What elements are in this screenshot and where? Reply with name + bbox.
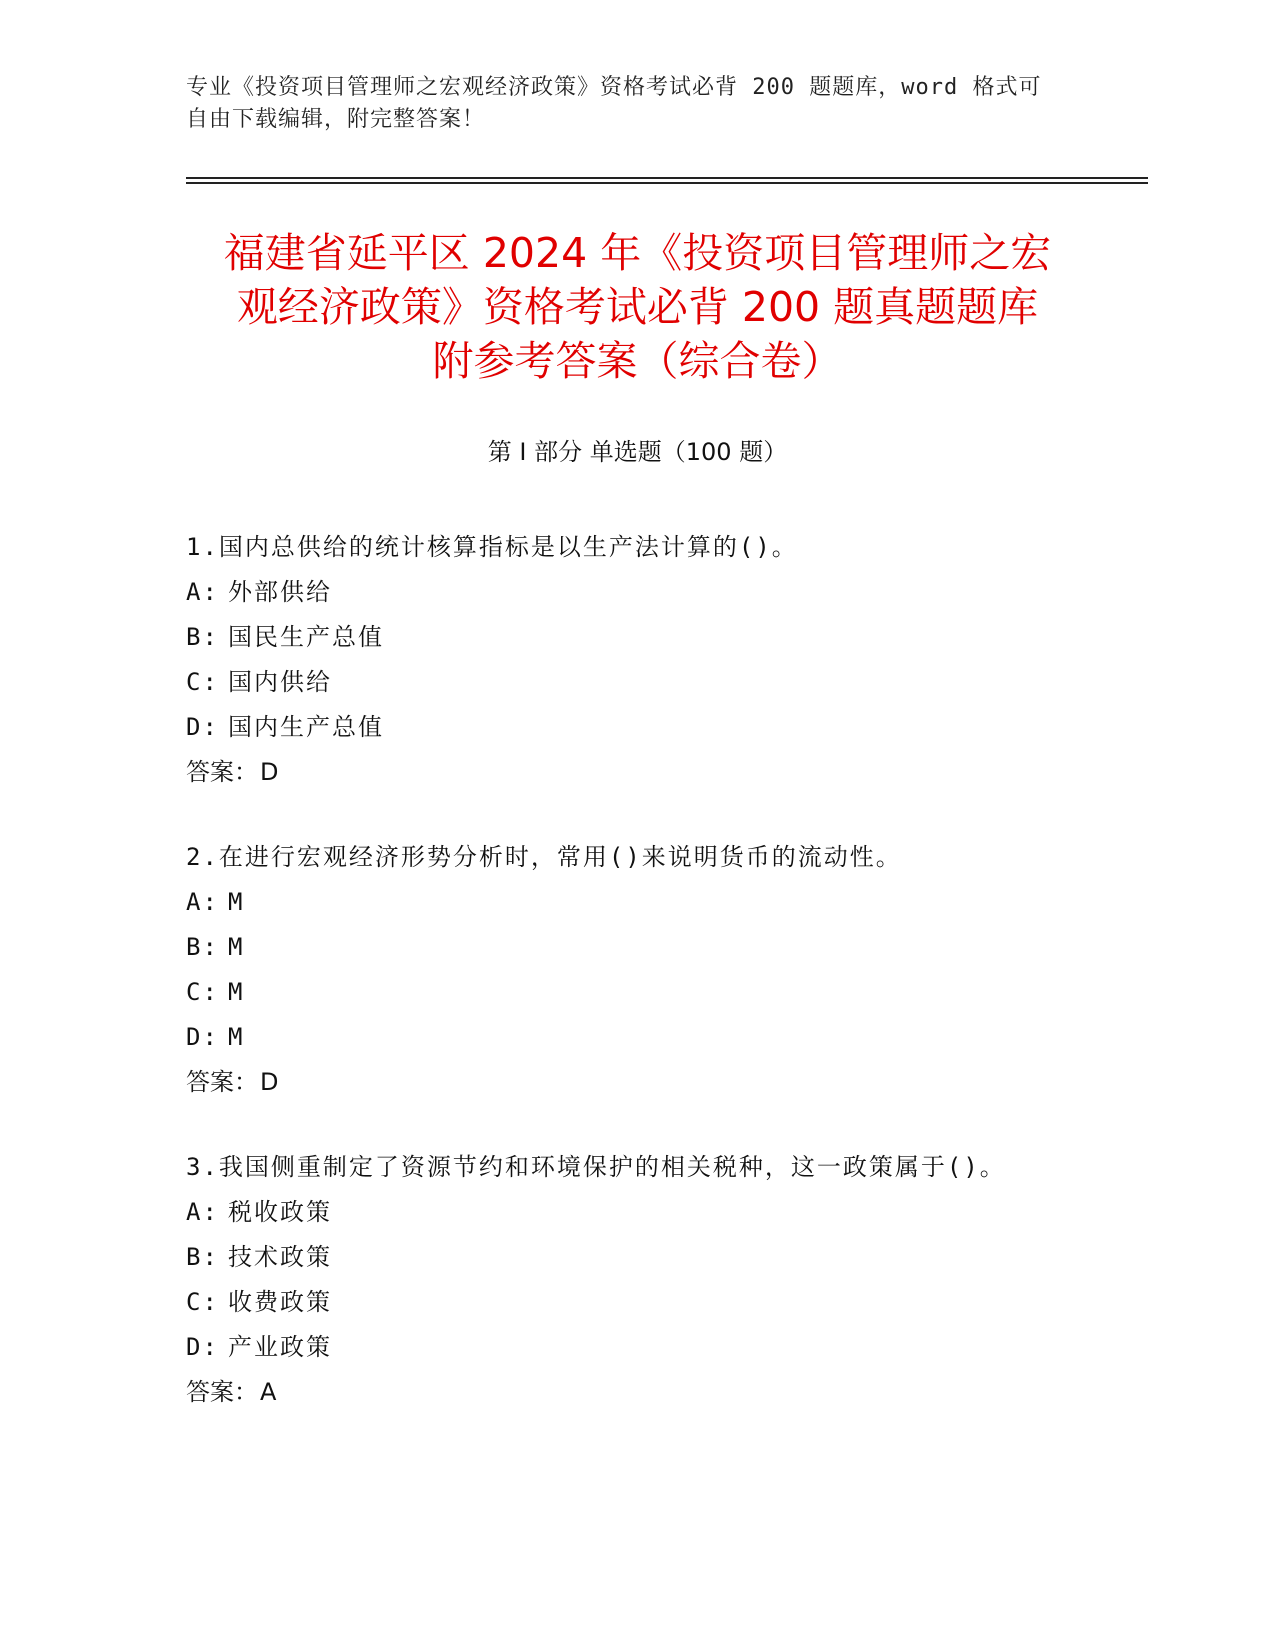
option-key: A: bbox=[186, 888, 219, 916]
option-c bbox=[186, 1280, 1066, 1325]
header-rule-top bbox=[186, 177, 1148, 179]
option-d bbox=[186, 705, 1066, 750]
question-list bbox=[186, 525, 1066, 1455]
option-a bbox=[186, 880, 1066, 925]
option-b bbox=[186, 1235, 1066, 1280]
question-2 bbox=[186, 835, 1066, 1105]
option-text: M bbox=[228, 933, 245, 961]
option-c bbox=[186, 660, 1066, 705]
option-text: 国内供给 bbox=[228, 668, 332, 696]
question-stem: 2.在进行宏观经济形势分析时，常用()来说明货币的流动性。 bbox=[186, 843, 902, 871]
document-title bbox=[160, 226, 1115, 388]
option-key: D: bbox=[186, 1333, 219, 1361]
intro-line-2: 自由下载编辑，附完整答案！ bbox=[186, 107, 486, 132]
option-text: 税收政策 bbox=[228, 1198, 332, 1226]
option-a bbox=[186, 1190, 1066, 1235]
option-key: C: bbox=[186, 1288, 219, 1316]
option-key: D: bbox=[186, 713, 219, 741]
option-d bbox=[186, 1325, 1066, 1370]
answer-label: 答案： bbox=[186, 1068, 258, 1096]
option-key: B: bbox=[186, 1243, 219, 1271]
option-text: 技术政策 bbox=[228, 1243, 332, 1271]
option-text: 产业政策 bbox=[228, 1333, 332, 1361]
question-3 bbox=[186, 1145, 1066, 1415]
title-line-2: 观经济政策》资格考试必背 200 题真题题库 bbox=[236, 283, 1039, 331]
option-text: 收费政策 bbox=[228, 1288, 332, 1316]
option-text: M bbox=[228, 888, 245, 916]
option-text: 国民生产总值 bbox=[228, 623, 384, 651]
title-line-1: 福建省延平区 2024 年《投资项目管理师之宏 bbox=[223, 229, 1052, 277]
answer-value: D bbox=[260, 758, 279, 786]
option-key: B: bbox=[186, 623, 219, 651]
option-text: M bbox=[228, 1023, 245, 1051]
option-d bbox=[186, 1015, 1066, 1060]
option-key: C: bbox=[186, 978, 219, 1006]
answer-label: 答案： bbox=[186, 758, 258, 786]
option-key: A: bbox=[186, 578, 219, 606]
option-key: B: bbox=[186, 933, 219, 961]
option-key: D: bbox=[186, 1023, 219, 1051]
answer-line bbox=[186, 1060, 1066, 1105]
option-a bbox=[186, 570, 1066, 615]
question-1 bbox=[186, 525, 1066, 795]
answer-line bbox=[186, 1370, 1066, 1415]
intro-text bbox=[186, 72, 1066, 136]
option-text: 外部供给 bbox=[228, 578, 332, 606]
option-key: C: bbox=[186, 668, 219, 696]
option-key: A: bbox=[186, 1198, 219, 1226]
header-rule-bottom bbox=[186, 182, 1148, 184]
option-text: 国内生产总值 bbox=[228, 713, 384, 741]
option-b bbox=[186, 615, 1066, 660]
answer-label: 答案： bbox=[186, 1378, 258, 1406]
intro-line-1: 专业《投资项目管理师之宏观经济政策》资格考试必背 200 题题库，word 格式可 bbox=[186, 75, 1042, 100]
section-heading: 第 I 部分 单选题（100 题） bbox=[487, 438, 788, 466]
option-b bbox=[186, 925, 1066, 970]
answer-line bbox=[186, 750, 1066, 795]
option-text: M bbox=[228, 978, 245, 1006]
question-stem: 3.我国侧重制定了资源节约和环境保护的相关税种，这一政策属于()。 bbox=[186, 1153, 1006, 1181]
option-c bbox=[186, 970, 1066, 1015]
answer-value: A bbox=[260, 1378, 277, 1406]
answer-value: D bbox=[260, 1068, 279, 1096]
question-stem: 1.国内总供给的统计核算指标是以生产法计算的()。 bbox=[186, 533, 798, 561]
title-line-3: 附参考答案（综合卷） bbox=[432, 337, 843, 385]
